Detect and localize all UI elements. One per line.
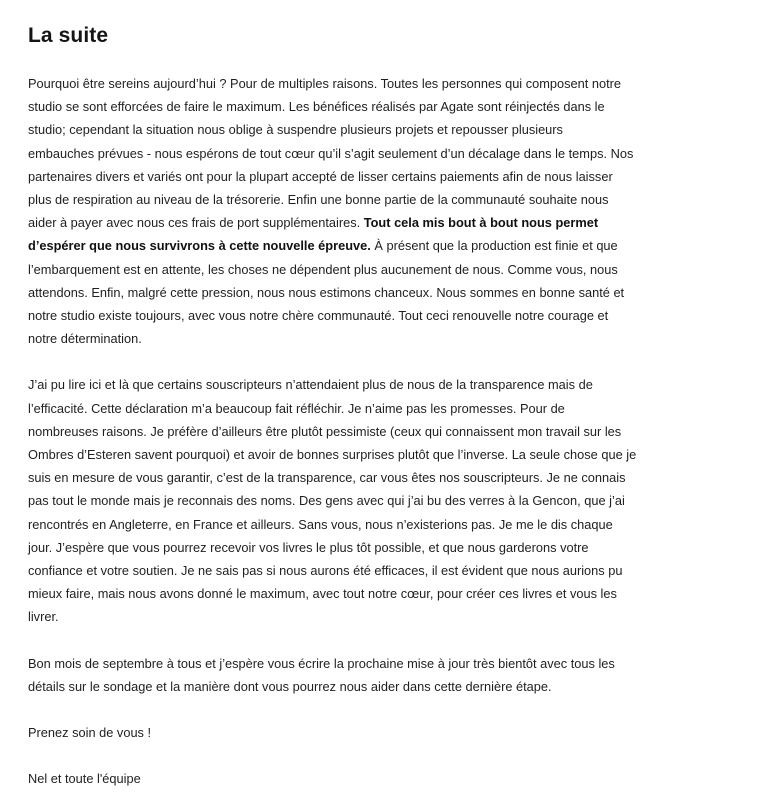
paragraph-2 [28,373,678,628]
text-line: l’embarquement est en attente, les choses ne dépendent plus aucunement de nous. Comme vous, nous [28,261,618,277]
text-line-mixed [28,211,678,234]
text-line: attendons. Enfin, malgré cette pression, nous nous estimons chanceux. Nous sommes en bonne santé et [28,284,625,300]
section-title: La suite [28,24,109,47]
text-line: confiance et votre soutien. Je ne sais pas si nous aurons été efficaces, il est évident que nous aurions pu [28,563,623,579]
signature [28,767,678,790]
text-segment: À présent que la production est finie et que [370,238,618,254]
paragraph-4 [28,721,678,744]
text-line: détails sur le sondage et la manière dont vous pourrez nous aider dans cette dernière étape. [28,678,552,694]
paragraph-3 [28,652,678,698]
text-line: suis en mesure de vous garantir, c’est de la transparence, car vous êtes nos souscripteurs. Je ne connais [28,470,626,486]
article-content [28,0,678,790]
text-line: studio se sont efforcées de faire le maximum. Les bénéfices réalisés par Agate sont réinjectés dans le [28,99,605,115]
text-line: l’efficacité. Cette déclaration m’a beaucoup fait réfléchir. Je n’aime pas les promesses. Pour de [28,400,565,416]
bold-text: Tout cela mis bout à bout nous permet [363,215,599,231]
text-segment: aider à payer avec nous ces frais de port supplémentaires. [28,215,364,231]
text-line: livrer. [28,609,59,625]
text-line: partenaires divers et variés ont pour la plupart accepté de lisser certains paiements afin de nous laisser [28,168,613,184]
text-line: Pourquoi être sereins aujourd’hui ? Pour de multiples raisons. Toutes les personnes qui composent notre [28,76,622,91]
text-line: mieux faire, mais nous avons donné le maximum, avec tout notre cœur, pour créer ces livres et vous les [28,586,617,602]
text-line: Bon mois de septembre à tous et j’espère vous écrire la prochaine mise à jour très bientôt avec tous les [28,655,615,671]
text-line: plus de respiration au niveau de la trésorerie. Enfin une bonne partie de la communauté souhaite nous [28,192,609,208]
text-line: nombreuses raisons. Je préfère d’ailleurs être plutôt pessimiste (ceux qui connaissent mon travail sur les [28,423,622,439]
text-line-mixed [28,234,678,257]
text-line: studio; cependant la situation nous oblige à suspendre plusieurs projets et repousser plusieurs [28,122,563,138]
paragraph-1 [28,72,678,350]
text-line: notre studio existe toujours, avec vous notre chère communauté. Tout ceci renouvelle notre courage et [28,308,609,324]
text-line: jour. J’espère que vous pourrez recevoir vos livres le plus tôt possible, et que nous garderons votre [28,539,589,555]
bold-text: d’espérer que nous survivrons à cette nouvelle épreuve. [28,238,371,254]
text-line: rencontrés en Angleterre, en France et ailleurs. Sans vous, nous n’existerions pas. Je me le dis chaque [28,516,613,532]
text-line: Ombres d’Esteren savent pourquoi) et avoir de bonnes surprises plutôt que l’inverse. La seule chose que je [28,447,637,463]
text-line: embauches prévues - nous espérons de tout cœur qu’il s’agit seulement d’un décalage dans le temps. Nos [28,145,634,161]
text-line: pas tout le monde mais je reconnais des noms. Des gens avec qui j’ai bu des verres à la Gencon, que j’ai [28,493,625,509]
text-line: notre détermination. [28,331,142,347]
text-line: Prenez soin de vous ! [28,725,152,741]
text-line: J’ai pu lire ici et là que certains souscripteurs n’attendaient plus de nous de la transparence mais de [28,377,593,393]
text-line: Nel et toute l'équipe [28,771,141,787]
